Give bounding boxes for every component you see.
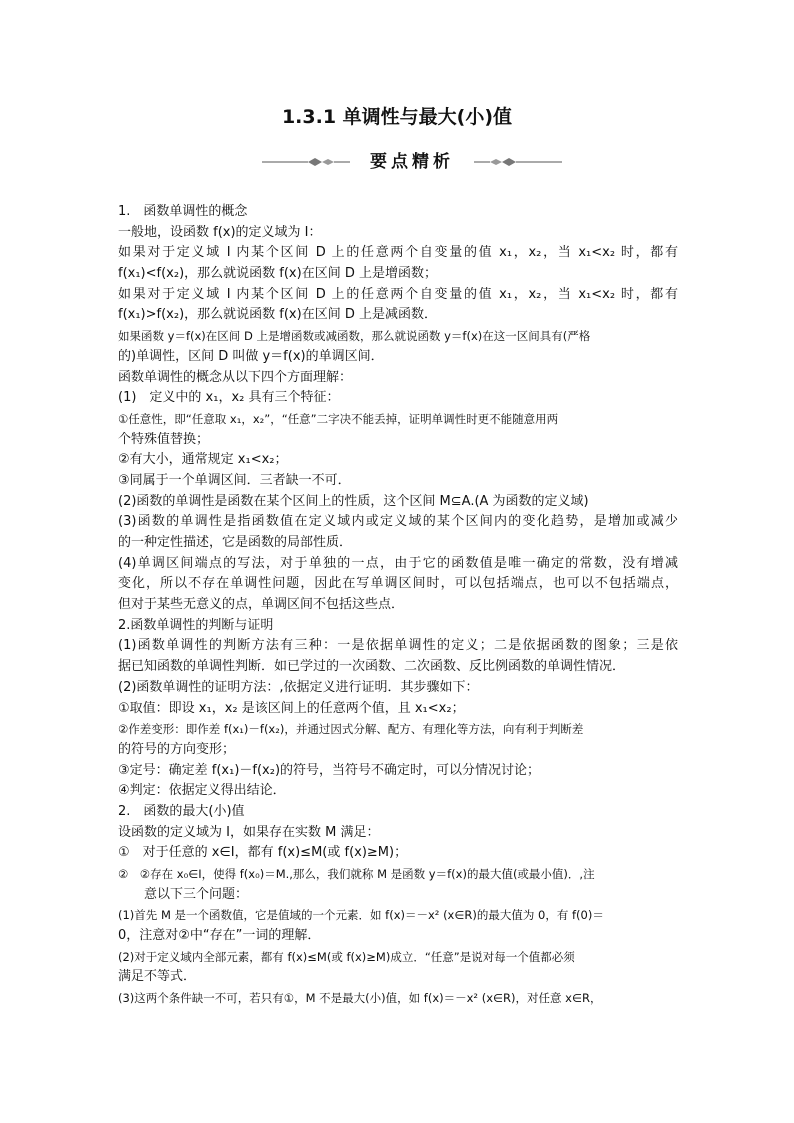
text-line: (2)函数单调性的证明方法：,依据定义进行证明．其步骤如下：	[118, 679, 479, 695]
text-line: 2. 函数的最大(小)值	[118, 803, 245, 819]
text-line: ②有大小，通常规定 x₁<x₂；	[118, 452, 288, 468]
text-line: 的一种定性描述，它是函数的局部性质．	[118, 535, 353, 550]
text-line: (3)这两个条件缺一不可，若只有①，M 不是最大(小)值，如 f(x)＝－x² (x∈R)，对任意 x∈R，	[118, 991, 602, 1006]
text-line: (1)首先 M 是一个函数值，它是值域的一个元素．如 f(x)＝－x² (x∈R)的最大值为 0，有 f(0)＝	[118, 908, 604, 923]
text-line: 一般地，设函数 f(x)的定义域为 I：	[118, 224, 322, 240]
text-line: 的)单调性，区间 D 叫做 y＝f(x)的单调区间．	[118, 348, 384, 364]
text-line: 意以下三个问题：	[118, 886, 249, 902]
text-line: 据已知函数的单调性判断．如已学过的一次函数、二次函数、反比例函数的单调性情况．	[118, 659, 626, 675]
text-line: (3)函数的单调性是指函数值在定义域内或定义域的某个区间内的变化趋势，是增加或减少	[118, 514, 678, 530]
text-line: (1) 定义中的 x₁，x₂ 具有三个特征：	[118, 390, 340, 406]
text-line: f(x₁)>f(x₂)，那么就说函数 f(x)在区间 D 上是减函数．	[118, 307, 437, 323]
text-line: 函数单调性的概念从以下四个方面理解：	[118, 369, 353, 385]
text-line: (1)函数单调性的判断方法有三种：一是依据单调性的定义；二是依据函数的图象；三是依	[118, 638, 678, 654]
section-header-text: 要点精析	[370, 152, 454, 172]
text-line: ① 对于任意的 x∈I，都有 f(x)≤M(或 f(x)≥M)；	[118, 845, 408, 861]
text-line: ② ②存在 x₀∈I，使得 f(x₀)＝M.,那么，我们就称 M 是函数 y＝f(x)的最大值(或最小值)．,注	[118, 867, 595, 881]
text-line: 1. 函数单调性的概念	[118, 204, 248, 219]
text-line: ②作差变形：即作差 f(x₁)－f(x₂)，并通过因式分解、配方、有理化等方法，向有利于判断差	[118, 722, 584, 737]
text-line: 如果对于定义域 I 内某个区间 D 上的任意两个自变量的值 x₁，x₂，当 x₁<x₂ 时，都有	[118, 286, 678, 302]
text-line: 0，注意对②中“存在”一词的理解．	[118, 928, 321, 944]
text-line: 如果函数 y＝f(x)在区间 D 上是增函数或减函数，那么就说函数 y＝f(x)在这一区间具有(严格	[118, 329, 591, 344]
document-body	[118, 202, 678, 1009]
text-line: 但对于某些无意义的点，单调区间不包括这些点．	[118, 597, 405, 613]
text-line: ③定号：确定差 f(x₁)－f(x₂)的符号，当符号不确定时，可以分情况讨论；	[118, 762, 541, 778]
text-line: (4)单调区间端点的写法，对于单独的一点，由于它的函数值是唯一确定的常数，没有增减	[118, 555, 678, 571]
section-header	[262, 148, 562, 176]
text-line: ④判定：依据定义得出结论．	[118, 783, 286, 799]
ornament-right-icon	[472, 148, 562, 176]
text-line: 2.函数单调性的判断与证明	[118, 617, 274, 633]
text-line: 设函数的定义域为 I，如果存在实数 M 满足：	[118, 824, 380, 840]
text-line: ③同属于一个单调区间．三者缺一不可．	[118, 472, 351, 488]
text-line: 满足不等式．	[118, 969, 197, 985]
text-line: 个特殊值替换；	[118, 431, 210, 447]
text-line: ①任意性，即“任意取 x₁，x₂”，“任意”二字决不能丢掉，证明单调性时更不能随意用两	[118, 411, 559, 426]
text-line: 如果对于定义域 I 内某个区间 D 上的任意两个自变量的值 x₁，x₂，当 x₁<x₂ 时，都有	[118, 245, 678, 261]
text-line: f(x₁)<f(x₂)，那么就说函数 f(x)在区间 D 上是增函数；	[118, 266, 437, 282]
text-line: (2)对于定义域内全部元素，都有 f(x)≤M(或 f(x)≥M)成立．“任意”是说对每一个值都必须	[118, 949, 575, 964]
text-line: (2)函数的单调性是函数在某个区间上的性质，这个区间 M⊆A.(A 为函数的定义域)	[118, 493, 589, 509]
page-title: 1.3.1 单调性与最大(小)值	[281, 106, 513, 128]
text-line: 的符号的方向变形；	[118, 741, 236, 757]
text-line: ①取值：即设 x₁，x₂ 是该区间上的任意两个值，且 x₁<x₂；	[118, 700, 465, 716]
text-line: 变化，所以不存在单调性问题，因此在写单调区间时，可以包括端点，也可以不包括端点，	[118, 576, 678, 592]
